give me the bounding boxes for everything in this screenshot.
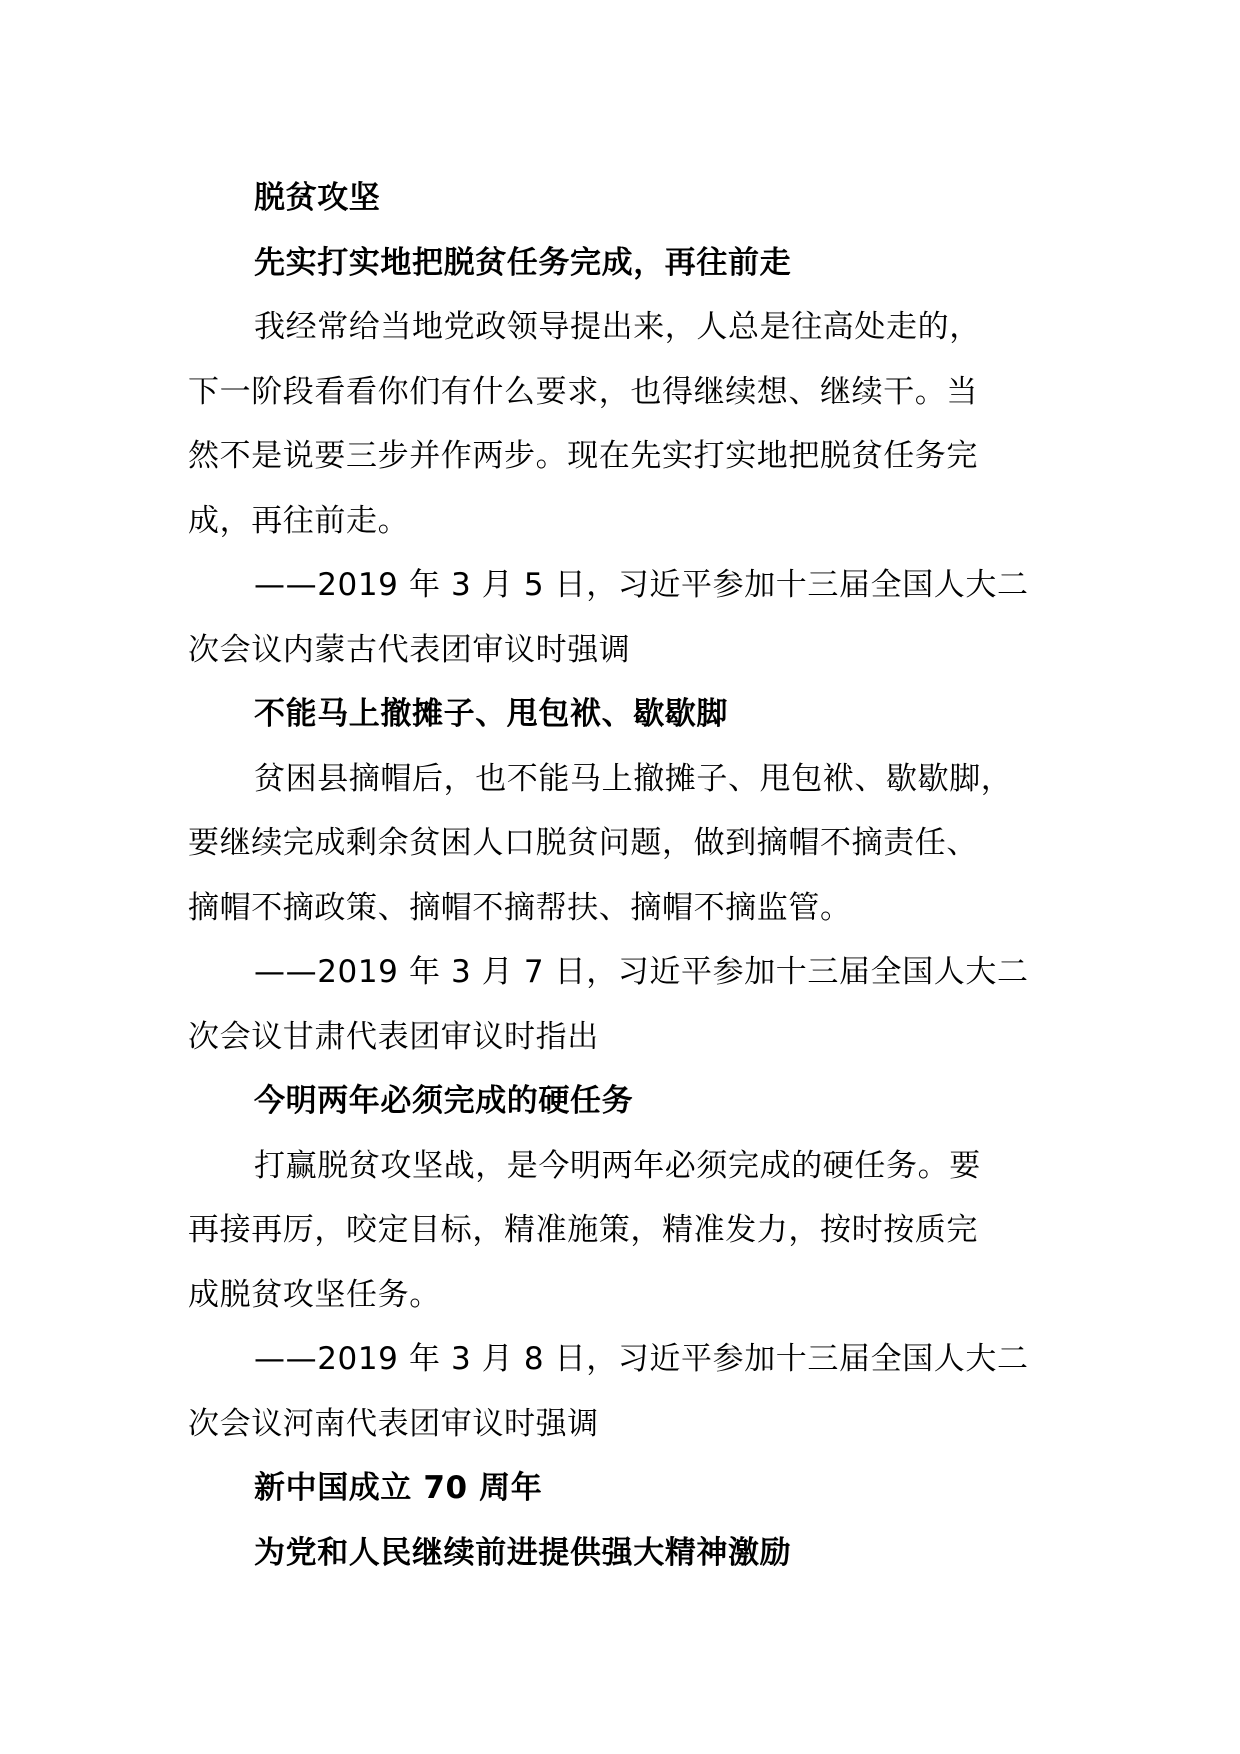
block-1-source-line-1: ——2019 年 3 月 5 日，习近平参加十三届全国人大二: [254, 567, 1029, 603]
block-3-heading: 今明两年必须完成的硬任务: [254, 1083, 634, 1119]
block-1-body-line-2: 下一阶段看看你们有什么要求，也得继续想、继续干。当: [188, 373, 978, 410]
block-1-body-line-1: 我经常给当地党政领导提出来，人总是往高处走的，: [254, 309, 981, 345]
block-2-body-line-1: 贫困县摘帽后，也不能马上撤摊子、甩包袱、歇歇脚，: [254, 760, 1013, 797]
block-3-source-line-2: 次会议河南代表团审议时强调: [188, 1405, 599, 1442]
block-3-source-line-1: ——2019 年 3 月 8 日，习近平参加十三届全国人大二: [254, 1341, 1029, 1377]
section-title: 脱贫攻坚: [254, 180, 381, 216]
block-2-source-line-2: 次会议甘肃代表团审议时指出: [188, 1018, 599, 1055]
block-3-body-line-1: 打赢脱贫攻坚战，是今明两年必须完成的硬任务。要: [254, 1147, 981, 1184]
block-3-body-line-2: 再接再厉，咬定目标，精准施策，精准发力，按时按质完: [188, 1212, 978, 1248]
block-1-source-line-2: 次会议内蒙古代表团审议时强调: [188, 631, 631, 668]
block-1-heading: 先实打实地把脱贫任务完成，再往前走: [254, 244, 792, 281]
block-2-body-line-2: 要继续完成剩余贫困人口脱贫问题，做到摘帽不摘责任、: [188, 825, 978, 861]
block-3-body-line-3: 成脱贫攻坚任务。: [188, 1276, 441, 1313]
next-section-heading: 为党和人民继续前进提供强大精神激励: [254, 1534, 792, 1571]
block-2-body-line-3: 摘帽不摘政策、摘帽不摘帮扶、摘帽不摘监管。: [188, 889, 852, 926]
block-2-source-line-1: ——2019 年 3 月 7 日，习近平参加十三届全国人大二: [254, 954, 1029, 990]
block-1-body-line-3: 然不是说要三步并作两步。现在先实打实地把脱贫任务完: [188, 438, 978, 474]
block-1-body-line-4: 成，再往前走。: [188, 502, 410, 539]
block-2-heading: 不能马上撤摊子、甩包袱、歇歇脚: [254, 696, 728, 732]
next-section-title: 新中国成立 70 周年: [254, 1470, 543, 1506]
document-body: [188, 166, 1068, 1585]
